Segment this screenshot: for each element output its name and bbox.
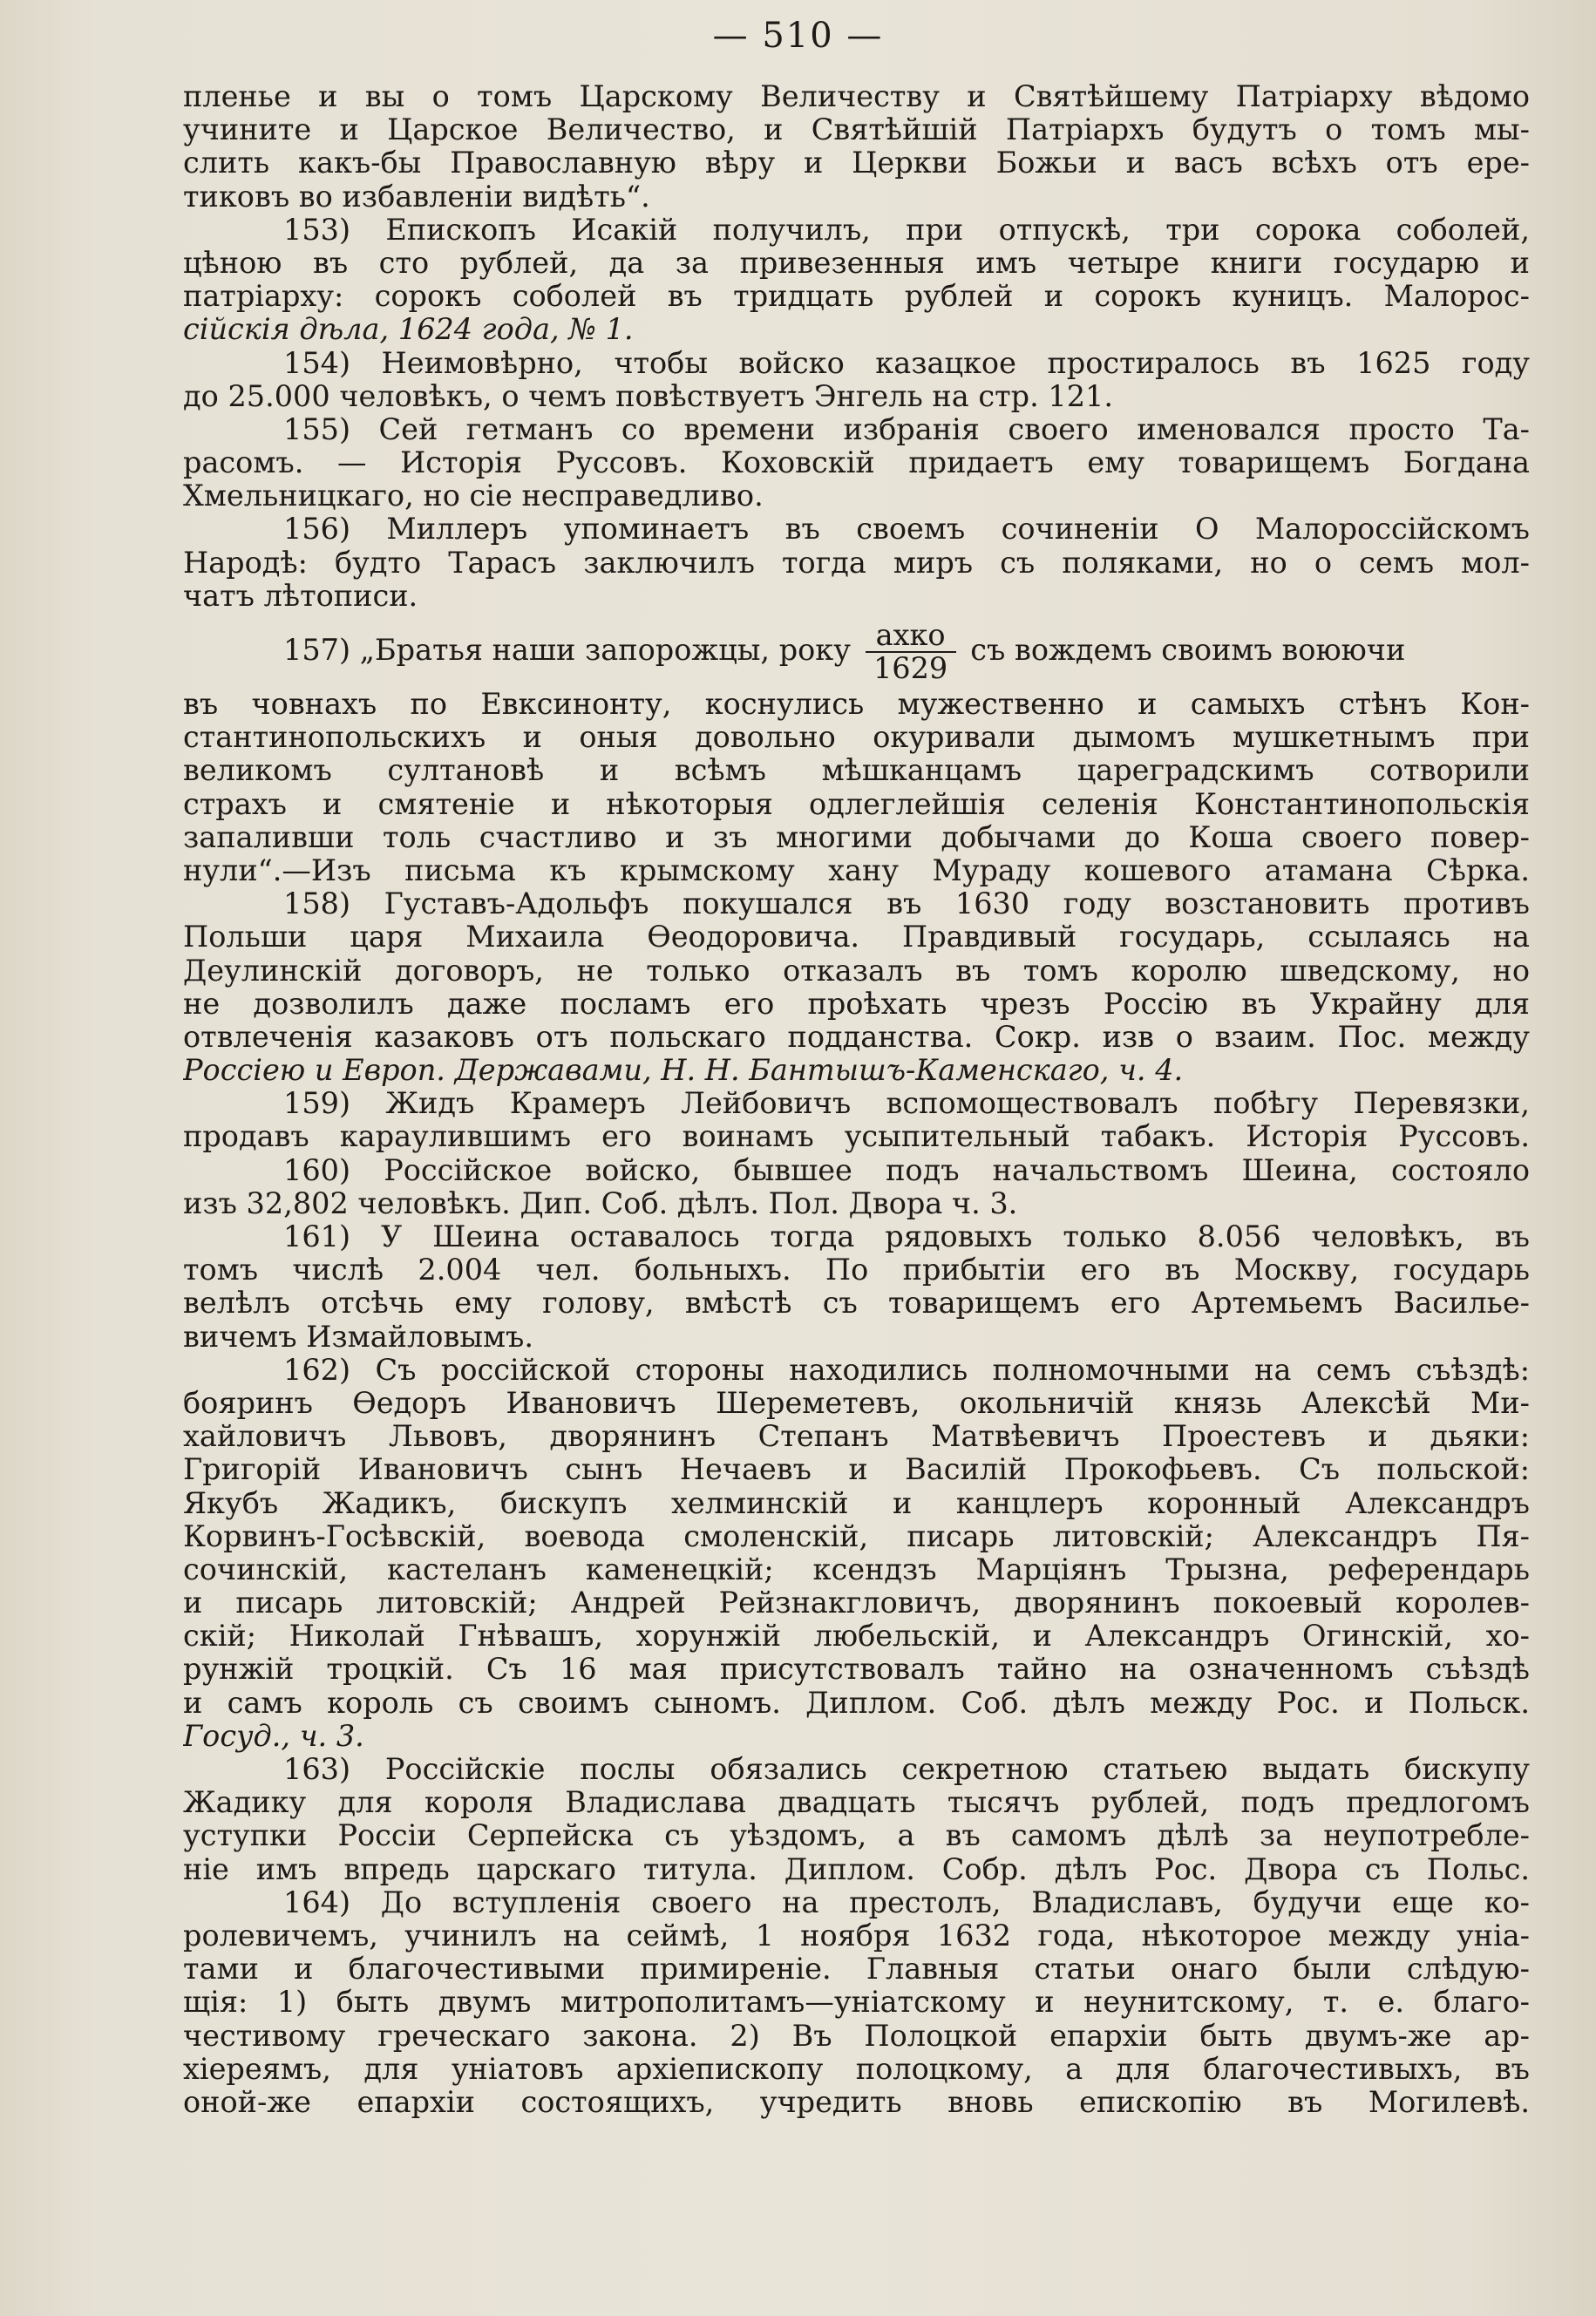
text-line: чатъ лѣтописи.	[183, 579, 418, 613]
text-line: 156) Миллеръ упоминаетъ въ своемъ сочиненіи О Малороссійскомъ	[283, 513, 1530, 547]
text-line: стантинопольскихъ и оныя довольно окуривали дымомъ мушкетнымъ при	[183, 721, 1530, 755]
text-line: томъ числѣ 2.004 чел. больныхъ. По прибытіи его въ Москву, государь	[183, 1253, 1530, 1287]
text-line: Якубъ Жадикъ, бискупъ хелминскій и канцлеръ коронный Александръ	[183, 1486, 1530, 1520]
text-line: рунжій троцкій. Съ 16 мая присутствовалъ тайно на означенномъ съѣздѣ	[183, 1653, 1530, 1687]
text-line: расомъ. — Исторія Руссовъ. Коховскій придаетъ ему товарищемъ Богдана	[183, 446, 1530, 480]
text-block-2	[183, 688, 1530, 2119]
text-line: ролевичемъ, учинилъ на сеймѣ, 1 ноября 1632 года, нѣкоторое между уніа-	[183, 1919, 1530, 1953]
text-line: и самъ король съ своимъ сыномъ. Диплом. Соб. дѣлъ между Рос. и Польск.	[183, 1686, 1530, 1720]
text-line: 154) Неимовѣрно, чтобы войско казацкое простиралось въ 1625 году	[283, 346, 1530, 380]
text-line: великомъ султановѣ и всѣмъ мѣшканцамъ цареградскимъ сотворили	[183, 754, 1530, 788]
text-line: 159) Жидъ Крамеръ Лейбовичъ вспомоществовалъ побѣгу Перевязки,	[283, 1087, 1530, 1121]
text-line: цѣною въ сто рублей, да за привезенныя имъ четыре книги государю и	[183, 246, 1530, 280]
text-line: въ човнахъ по Евксинонту, коснулись мужественно и самыхъ стѣнъ Кон-	[183, 688, 1530, 721]
text-line: велѣлъ отсѣчь ему голову, вмѣстѣ съ товарищемъ его Артемьемъ Василье-	[183, 1287, 1530, 1321]
text-line: страхъ и смятеніе и нѣкоторыя одлеглейшія селенія Константинопольскія	[183, 787, 1530, 821]
text-line: и писарь литовскій; Андрей Рейзнакгловичъ, дворянинъ покоевый королев-	[183, 1586, 1530, 1620]
text-line: не дозволилъ даже посламъ его проѣхать чрезъ Россію въ Украйну для	[183, 987, 1530, 1021]
text-line: тиковъ во избавленіи видѣть“.	[183, 180, 650, 214]
text-line: Жадику для короля Владислава двадцать тысячъ рублей, подъ предлогомъ	[183, 1786, 1530, 1820]
fraction-denominator: 1629	[873, 651, 948, 685]
text-block-1	[183, 80, 1530, 613]
text-line: честивому греческаго закона. 2) Въ Полоцкой епархіи быть двумъ-же ар-	[183, 2019, 1530, 2053]
text-line: сочинскій, кастеланъ каменецкій; ксендзъ Марціянъ Трызна, референдарь	[183, 1552, 1530, 1586]
text-line: Хмельницкаго, но сіе несправедливо.	[183, 479, 764, 513]
text-line: Григорій Ивановичъ сынъ Нечаевъ и Василій Прокофьевъ. Съ польской:	[183, 1453, 1530, 1487]
fraction-year	[866, 620, 956, 684]
text-line: 163) Россійскіе послы обязались секретною статьею выдать бискупу	[283, 1753, 1530, 1786]
text-line: слить какъ-бы Православную вѣру и Церкви Божьи и васъ всѣхъ отъ ере-	[183, 146, 1530, 180]
page-text	[183, 80, 1530, 2119]
text-line: 161) У Шеина оставалось тогда рядовыхъ только 8.056 человѣкъ, въ	[283, 1220, 1530, 1253]
text-line: 158) Густавъ-Адольфъ покушался въ 1630 году возстановить противъ	[283, 887, 1530, 921]
text-line: изъ 32,802 человѣкъ. Дип. Соб. дѣлъ. Пол. Двора ч. 3.	[183, 1186, 1018, 1220]
text-line: пленье и вы о томъ Царскому Величеству и Святѣйшему Патріарху вѣдомо	[183, 80, 1530, 113]
text-line: 162) Съ россійской стороны находились полномочными на семъ съѣздѣ:	[283, 1353, 1530, 1387]
text-line: скій; Николай Гнѣвашъ, хорунжій любельскій, и Александръ Огинскій, хо-	[183, 1620, 1530, 1654]
text-line: щія: 1) быть двумъ митрополитамъ—уніатскому и неунитскому, т. е. благо-	[183, 1986, 1530, 2020]
text-line: бояринъ Ѳедоръ Ивановичъ Шереметевъ, окольничій князь Алексѣй Ми-	[183, 1386, 1530, 1420]
text-line: учините и Царское Величество, и Святѣйшій Патріархъ будутъ о томъ мы-	[183, 113, 1530, 147]
text-line: Госуд., ч. 3.	[183, 1719, 364, 1753]
page-number: — 510 —	[712, 16, 884, 56]
text-line: оной-же епархіи состоящихъ, учредить вновь епископію въ Могилевѣ.	[183, 2085, 1530, 2119]
text-line: сійскія дѣла, 1624 года, № 1.	[183, 313, 634, 347]
text-line: Польши царя Михаила Ѳеодоровича. Правдивый государь, ссылаясь на	[183, 920, 1530, 954]
text-line: Деулинскій договоръ, не только отказалъ въ томъ королю шведскому, но	[183, 954, 1530, 988]
text-line: уступки Россіи Серпейска съ уѣздомъ, а въ самомъ дѣлѣ за неупотребле-	[183, 1819, 1530, 1853]
text-line: ніе имъ впредь царскаго титула. Диплом. Собр. дѣлъ Рос. Двора съ Польс.	[183, 1852, 1530, 1886]
text-line: до 25.000 человѣкъ, о чемъ повѣствуетъ Энгель на стр. 121.	[183, 379, 1113, 413]
fraction-after: съ вождемъ своимъ воюючи	[970, 633, 1406, 667]
text-line: тами и благочестивыми примиреніе. Главныя статьи онаго были слѣдую-	[183, 1953, 1530, 1987]
text-line: 153) Епископъ Исакій получилъ, при отпускѣ, три сорока соболей,	[283, 213, 1530, 247]
text-line: продавъ караулившимъ его воинамъ усыпительный табакъ. Исторія Руссовъ.	[183, 1120, 1530, 1154]
text-line: вичемъ Измайловымъ.	[183, 1320, 534, 1354]
text-line: хайловичъ Львовъ, дворянинъ Степанъ Матвѣевичъ Проестевъ и дьяки:	[183, 1420, 1530, 1454]
fraction-before: 157) „Братья наши запорожцы, року	[283, 633, 851, 667]
text-line: отвлеченія казаковъ отъ польскаго подданства. Сокр. изв о взаим. Пос. между	[183, 1020, 1530, 1054]
text-line: Народѣ: будто Тарасъ заключилъ тогда миръ съ поляками, но о семъ мол-	[183, 546, 1530, 580]
text-line: патріарху: сорокъ соболей въ тридцать рублей и сорокъ куницъ. Малорос-	[183, 280, 1530, 314]
text-line: Россіею и Европ. Державами, Н. Н. Бантышъ-Каменскаго, ч. 4.	[183, 1054, 1184, 1088]
text-line: запаливши толь счастливо и зъ многими добычами до Коша своего повер-	[183, 820, 1530, 854]
text-line: Корвинъ-Госѣвскій, воевода смоленскій, писарь литовскій; Александръ Пя-	[183, 1519, 1530, 1553]
fraction-numerator: ахко	[866, 620, 956, 653]
text-line: 164) До вступленія своего на престолъ, Владиславъ, будучи еще ко-	[283, 1885, 1530, 1919]
fraction-line	[183, 613, 1530, 688]
text-line: 155) Сей гетманъ со времени избранія своего именовался просто Та-	[283, 412, 1530, 446]
text-line: хіереямъ, для уніатовъ архіепископу полоцкому, а для благочестивыхъ, въ	[183, 2052, 1530, 2086]
text-line: нули“.—Изъ письма къ крымскому хану Мураду кошевого атамана Сѣрка.	[183, 853, 1530, 887]
text-line: 160) Россійское войско, бывшее подъ начальствомъ Шеина, состояло	[283, 1153, 1530, 1187]
